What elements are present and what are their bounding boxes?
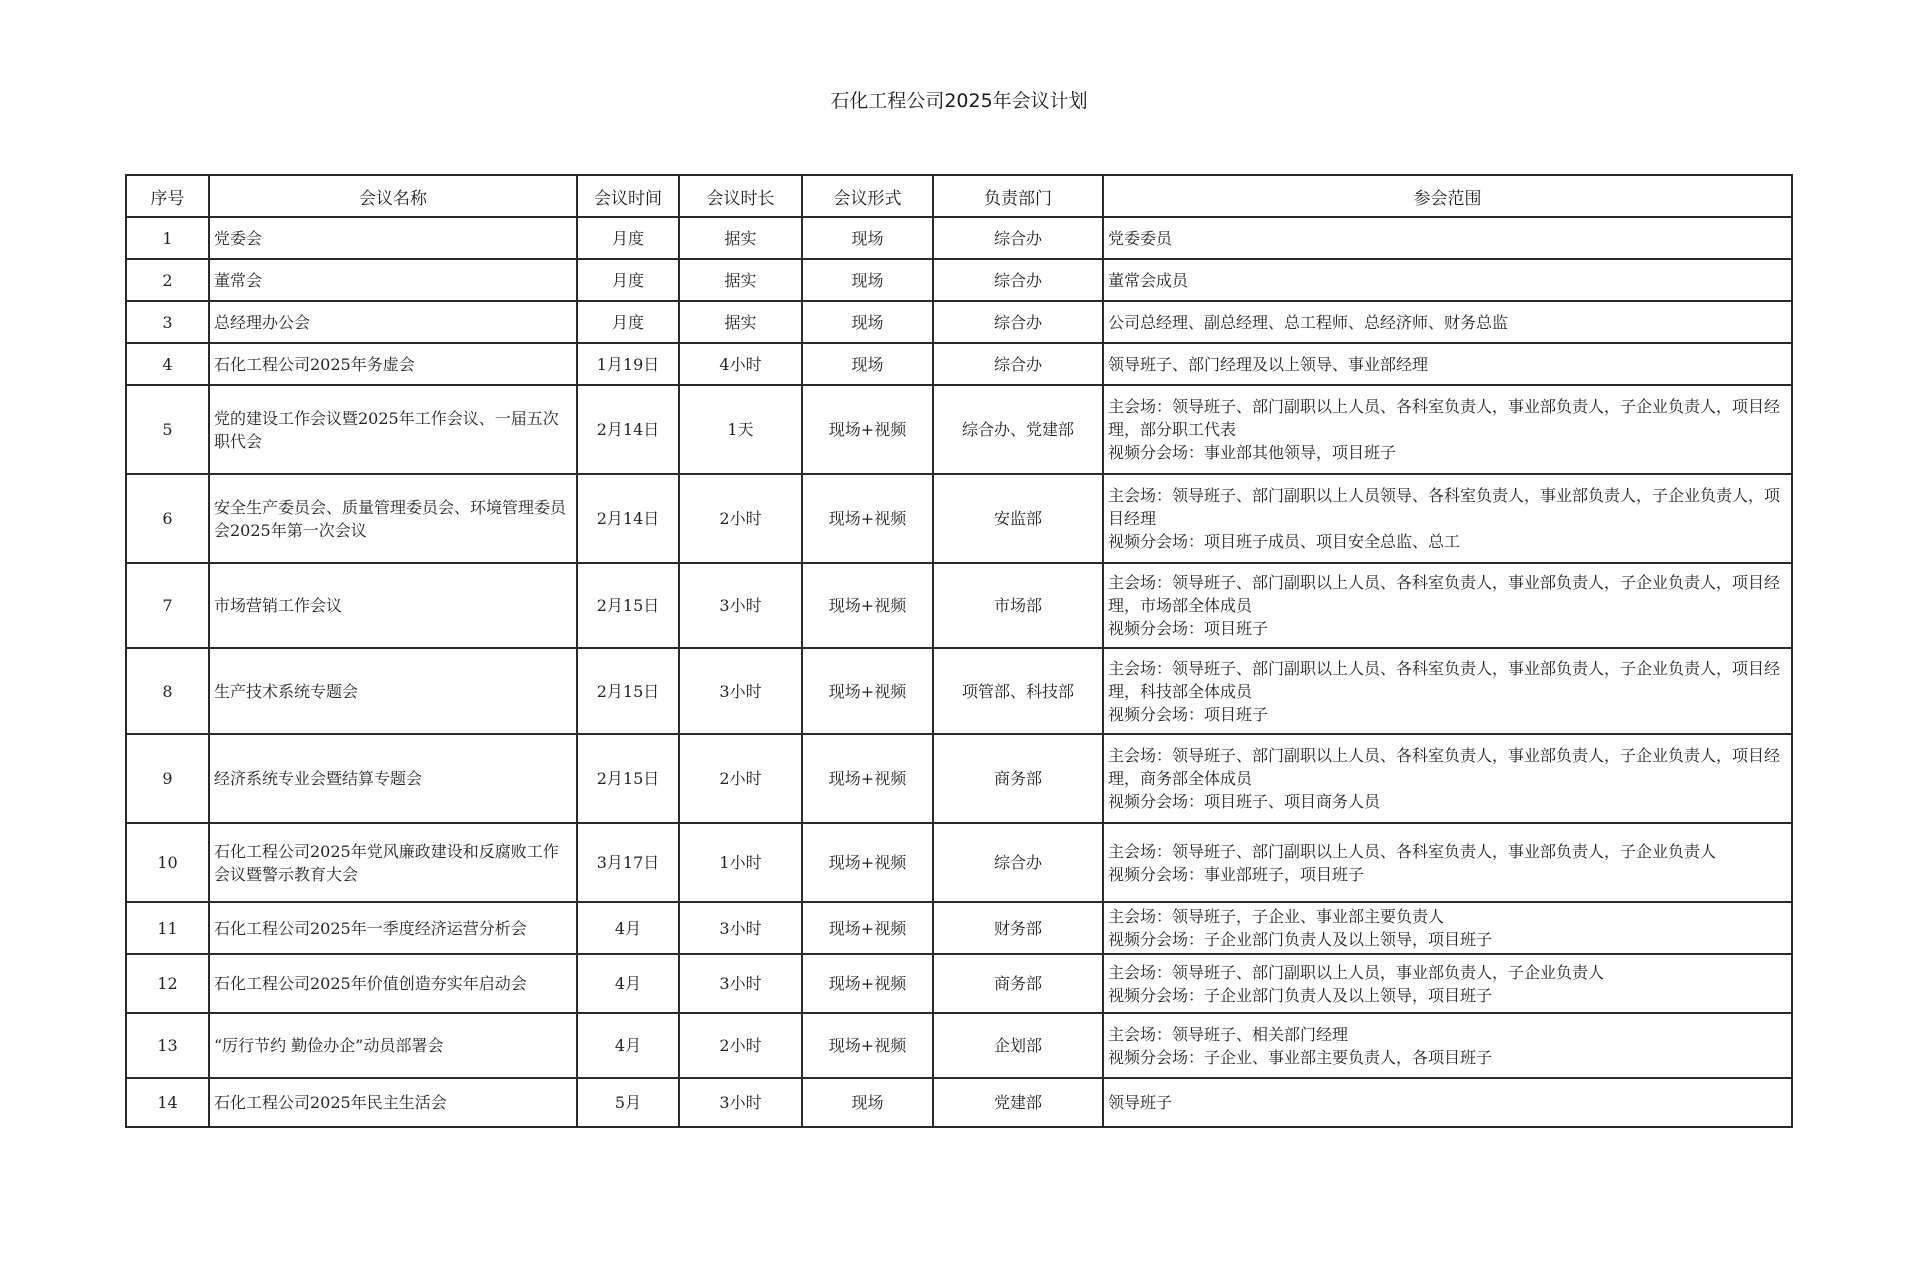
row-number: 1 [126, 217, 209, 259]
meeting-format: 现场+视频 [802, 954, 933, 1013]
table-row [126, 474, 1792, 563]
scope-line: 主会场：领导班子、部门副职以上人员，事业部负责人，子企业负责人 [1108, 962, 1605, 982]
meeting-name: 市场营销工作会议 [209, 563, 577, 648]
attendance-scope [1103, 902, 1792, 954]
row-number: 13 [126, 1013, 209, 1078]
attendance-scope [1103, 301, 1792, 343]
responsible-dept: 安监部 [933, 474, 1103, 563]
meeting-duration: 1小时 [679, 823, 802, 902]
attendance-scope [1103, 1078, 1792, 1127]
meeting-format: 现场 [802, 217, 933, 259]
meeting-name: “厉行节约 勤俭办企”动员部署会 [209, 1013, 577, 1078]
meeting-format: 现场 [802, 343, 933, 385]
row-number: 3 [126, 301, 209, 343]
meeting-name: 石化工程公司2025年价值创造夯实年启动会 [209, 954, 577, 1013]
meeting-duration: 据实 [679, 259, 802, 301]
meeting-name: 党的建设工作会议暨2025年工作会议、一届五次职代会 [209, 385, 577, 474]
meeting-name: 生产技术系统专题会 [209, 648, 577, 734]
attendance-scope [1103, 648, 1792, 734]
table-row [126, 648, 1792, 734]
meeting-format: 现场+视频 [802, 823, 933, 902]
attendance-scope [1103, 217, 1792, 259]
meeting-name: 经济系统专业会暨结算专题会 [209, 734, 577, 823]
responsible-dept: 商务部 [933, 954, 1103, 1013]
attendance-scope [1103, 734, 1792, 823]
meeting-time: 5月 [577, 1078, 679, 1127]
table-body [126, 217, 1792, 1127]
meeting-name: 党委会 [209, 217, 577, 259]
meeting-format: 现场+视频 [802, 563, 933, 648]
meeting-format: 现场 [802, 259, 933, 301]
table-header-row [126, 175, 1792, 217]
scope-line: 主会场：领导班子、部门副职以上人员、各科室负责人，事业部负责人，子企业负责人 [1108, 841, 1717, 861]
meeting-format: 现场+视频 [802, 734, 933, 823]
attendance-scope [1103, 563, 1792, 648]
meeting-duration: 3小时 [679, 563, 802, 648]
scope-line: 领导班子、部门经理及以上领导、事业部经理 [1108, 354, 1429, 374]
scope-line: 公司总经理、副总经理、总工程师、总经济师、财务总监 [1108, 312, 1509, 332]
responsible-dept: 综合办 [933, 343, 1103, 385]
meeting-format: 现场+视频 [802, 385, 933, 474]
table-row [126, 259, 1792, 301]
meeting-name: 安全生产委员会、质量管理委员会、环境管理委员会2025年第一次会议 [209, 474, 577, 563]
attendance-scope [1103, 1013, 1792, 1078]
scope-line: 视频分会场：子企业部门负责人及以上领导，项目班子 [1108, 985, 1493, 1005]
table-row [126, 954, 1792, 1013]
meeting-format: 现场+视频 [802, 648, 933, 734]
meeting-duration: 4小时 [679, 343, 802, 385]
meeting-time: 月度 [577, 217, 679, 259]
row-number: 14 [126, 1078, 209, 1127]
table-row [126, 563, 1792, 648]
meeting-duration: 2小时 [679, 1013, 802, 1078]
attendance-scope [1103, 343, 1792, 385]
table-row [126, 1078, 1792, 1127]
table-row [126, 301, 1792, 343]
row-number: 8 [126, 648, 209, 734]
meeting-duration: 2小时 [679, 734, 802, 823]
scope-line: 主会场：领导班子，子企业、事业部主要负责人 [1108, 907, 1445, 926]
attendance-scope [1103, 259, 1792, 301]
row-number: 12 [126, 954, 209, 1013]
meeting-duration: 3小时 [679, 648, 802, 734]
row-number: 10 [126, 823, 209, 902]
header-format: 会议形式 [802, 175, 933, 217]
responsible-dept: 综合办、党建部 [933, 385, 1103, 474]
meeting-time: 3月17日 [577, 823, 679, 902]
header-dept: 负责部门 [933, 175, 1103, 217]
scope-line: 视频分会场：事业部班子，项目班子 [1108, 864, 1365, 884]
row-number: 4 [126, 343, 209, 385]
scope-line: 视频分会场：项目班子、项目商务人员 [1108, 792, 1381, 811]
table-row [126, 734, 1792, 823]
meeting-name: 石化工程公司2025年一季度经济运营分析会 [209, 902, 577, 954]
meeting-time: 2月14日 [577, 385, 679, 474]
table-row [126, 1013, 1792, 1078]
scope-line: 领导班子 [1108, 1093, 1173, 1112]
scope-line: 主会场：领导班子、部门副职以上人员领导、各科室负责人，事业部负责人，子企业负责人，项目经理 [1108, 486, 1781, 528]
meeting-time: 2月15日 [577, 648, 679, 734]
meeting-time: 4月 [577, 954, 679, 1013]
header-no: 序号 [126, 175, 209, 217]
meeting-duration: 据实 [679, 217, 802, 259]
row-number: 11 [126, 902, 209, 954]
meeting-format: 现场+视频 [802, 474, 933, 563]
responsible-dept: 商务部 [933, 734, 1103, 823]
responsible-dept: 综合办 [933, 301, 1103, 343]
attendance-scope [1103, 954, 1792, 1013]
meeting-name: 石化工程公司2025年党风廉政建设和反腐败工作会议暨警示教育大会 [209, 823, 577, 902]
table-row [126, 902, 1792, 954]
row-number: 5 [126, 385, 209, 474]
scope-line: 视频分会场：事业部其他领导，项目班子 [1108, 443, 1397, 462]
meeting-time: 2月15日 [577, 734, 679, 823]
responsible-dept: 综合办 [933, 259, 1103, 301]
header-name: 会议名称 [209, 175, 577, 217]
scope-line: 主会场：领导班子、部门副职以上人员、各科室负责人，事业部负责人，子企业负责人，项目经理，部分职工代表 [1108, 397, 1781, 439]
responsible-dept: 财务部 [933, 902, 1103, 954]
meeting-time: 月度 [577, 301, 679, 343]
meeting-name: 石化工程公司2025年民主生活会 [209, 1078, 577, 1127]
header-duration: 会议时长 [679, 175, 802, 217]
meeting-duration: 据实 [679, 301, 802, 343]
responsible-dept: 企划部 [933, 1013, 1103, 1078]
table-row [126, 217, 1792, 259]
attendance-scope [1103, 385, 1792, 474]
row-number: 9 [126, 734, 209, 823]
attendance-scope [1103, 474, 1792, 563]
header-scope: 参会范围 [1103, 175, 1792, 217]
table-row [126, 343, 1792, 385]
meeting-format: 现场 [802, 1078, 933, 1127]
table-row [126, 823, 1792, 902]
responsible-dept: 综合办 [933, 217, 1103, 259]
meeting-name: 董常会 [209, 259, 577, 301]
responsible-dept: 项管部、科技部 [933, 648, 1103, 734]
scope-line: 董常会成员 [1108, 270, 1189, 290]
responsible-dept: 综合办 [933, 823, 1103, 902]
meeting-duration: 3小时 [679, 1078, 802, 1127]
responsible-dept: 党建部 [933, 1078, 1103, 1127]
meeting-duration: 3小时 [679, 954, 802, 1013]
meeting-time: 2月14日 [577, 474, 679, 563]
meeting-name: 总经理办公会 [209, 301, 577, 343]
scope-line: 主会场：领导班子、部门副职以上人员、各科室负责人，事业部负责人，子企业负责人，项目经理，市场部全体成员 [1108, 573, 1781, 615]
meeting-format: 现场+视频 [802, 1013, 933, 1078]
meeting-format: 现场+视频 [802, 902, 933, 954]
scope-line: 主会场：领导班子、部门副职以上人员、各科室负责人，事业部负责人，子企业负责人，项目经理，科技部全体成员 [1108, 658, 1781, 701]
row-number: 7 [126, 563, 209, 648]
scope-line: 主会场：领导班子、相关部门经理 [1108, 1024, 1349, 1044]
page-title: 石化工程公司2025年会议计划 [830, 90, 1088, 112]
attendance-scope [1103, 823, 1792, 902]
meeting-time: 月度 [577, 259, 679, 301]
meeting-duration: 1天 [679, 385, 802, 474]
scope-line: 视频分会场：子企业、事业部主要负责人，各项目班子 [1108, 1047, 1493, 1067]
meeting-format: 现场 [802, 301, 933, 343]
scope-line: 主会场：领导班子、部门副职以上人员、各科室负责人，事业部负责人，子企业负责人，项目经理，商务部全体成员 [1108, 746, 1781, 788]
row-number: 2 [126, 259, 209, 301]
scope-line: 视频分会场：项目班子 [1108, 619, 1269, 638]
meeting-duration: 3小时 [679, 902, 802, 954]
scope-line: 视频分会场：项目班子 [1108, 704, 1269, 724]
meeting-name: 石化工程公司2025年务虚会 [209, 343, 577, 385]
meeting-time: 4月 [577, 1013, 679, 1078]
meeting-duration: 2小时 [679, 474, 802, 563]
scope-line: 视频分会场：子企业部门负责人及以上领导，项目班子 [1108, 930, 1493, 949]
row-number: 6 [126, 474, 209, 563]
meeting-time: 2月15日 [577, 563, 679, 648]
scope-line: 视频分会场：项目班子成员、项目安全总监、总工 [1108, 532, 1461, 551]
meeting-time: 4月 [577, 902, 679, 954]
meeting-plan-table [125, 174, 1793, 1128]
header-time: 会议时间 [577, 175, 679, 217]
table-row [126, 385, 1792, 474]
responsible-dept: 市场部 [933, 563, 1103, 648]
meeting-time: 1月19日 [577, 343, 679, 385]
scope-line: 党委委员 [1108, 228, 1173, 248]
